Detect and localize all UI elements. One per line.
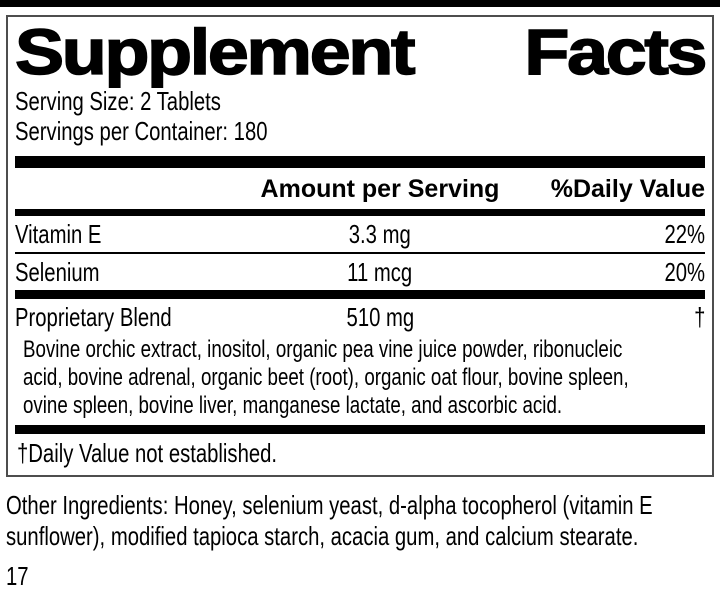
other-ingredients-line-1: Other Ingredients: Honey, selenium yeast, d-alpha tocopherol (vitamin E — [6, 490, 653, 520]
supplement-facts-panel — [6, 15, 714, 477]
divider-bar-thick2 — [15, 290, 705, 299]
proprietary-blend-description — [15, 335, 705, 425]
nutrient-amount: 3.3 mg — [348, 219, 412, 249]
table-header-row — [15, 168, 705, 209]
title-word-supplement: Supplement — [15, 16, 414, 88]
nutrient-daily-value: 22% — [664, 219, 705, 249]
header-amount-per-serving: Amount per Serving — [260, 175, 500, 203]
divider-bar-medium — [15, 209, 705, 216]
top-divider-bar — [0, 0, 720, 7]
blend-name: Proprietary Blend — [15, 302, 172, 332]
title-word-facts: Facts — [524, 16, 705, 88]
blend-desc-line-2: acid, bovine adrenal, organic beet (root), organic oat flour, bovine spleen, — [23, 364, 629, 391]
divider-bar-thick — [15, 156, 705, 168]
header-daily-value: %Daily Value — [550, 175, 705, 203]
page-number: 17 — [6, 561, 29, 591]
table-row-vitamin-e — [15, 216, 705, 252]
nutrient-amount: 11 mcg — [347, 257, 413, 287]
table-row-selenium — [15, 254, 705, 290]
servings-per-container: Servings per Container: 180 — [15, 116, 268, 146]
blend-desc-line-3: ovine spleen, bovine liver, manganese lactate, and ascorbic acid. — [23, 392, 563, 419]
nutrient-name: Selenium — [15, 257, 100, 287]
other-ingredients — [6, 490, 714, 552]
blend-desc-line-1: Bovine orchic extract, inositol, organic pea vine juice powder, ribonucleic — [23, 336, 623, 363]
daily-value-footnote: †Daily Value not established. — [17, 438, 278, 468]
other-ingredients-line-2: sunflower), modified tapioca starch, acacia gum, and calcium stearate. — [6, 521, 639, 551]
nutrient-daily-value: 20% — [664, 257, 705, 287]
blend-dagger: † — [693, 302, 705, 332]
panel-title — [15, 16, 705, 88]
table-row-proprietary-blend — [15, 299, 705, 335]
blend-amount: 510 mg — [346, 302, 414, 332]
nutrient-name: Vitamin E — [15, 219, 102, 249]
serving-size: Serving Size: 2 Tablets — [15, 86, 221, 116]
divider-bar-thick3 — [15, 425, 705, 434]
